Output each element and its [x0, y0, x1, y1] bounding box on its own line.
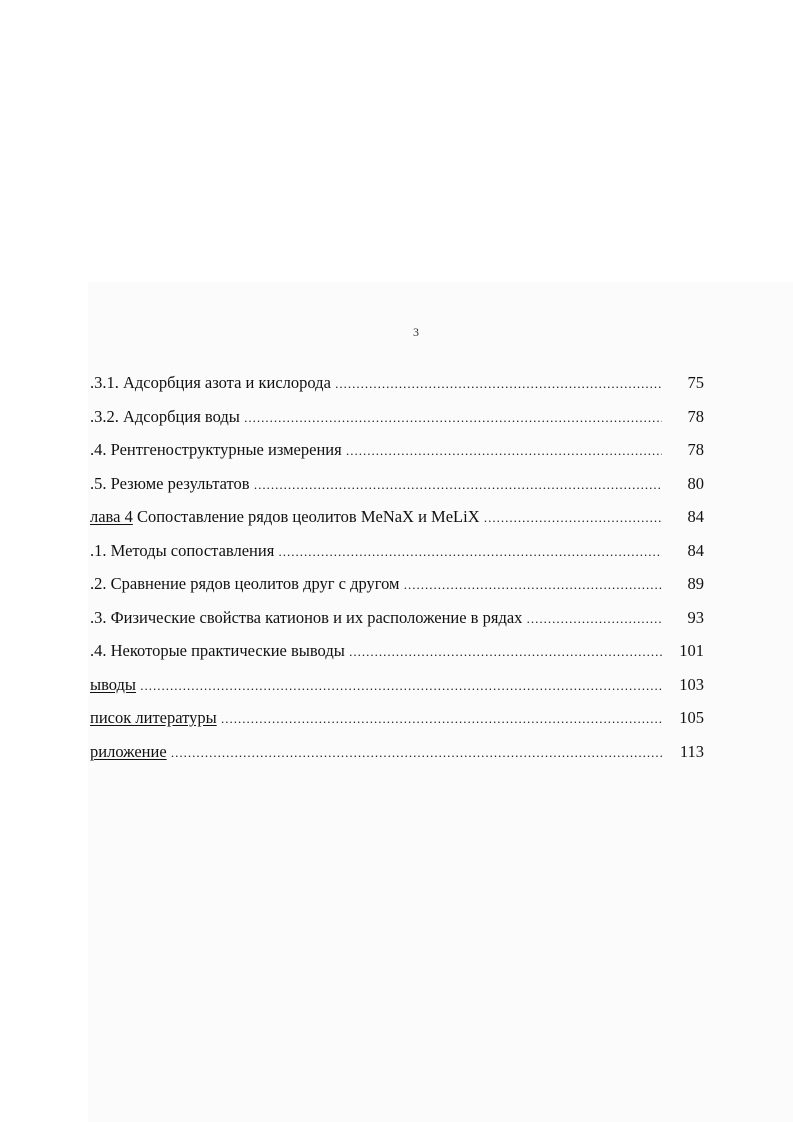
toc-entry: [90, 439, 710, 473]
toc-entry-title: .3.1. Адсорбция азота и кислорода .....: [90, 372, 662, 395]
toc-entry-conclusions: [90, 674, 710, 708]
toc-entry: [90, 406, 710, 440]
toc-entry-title: [90, 707, 662, 730]
toc-entry-page: 78: [687, 406, 704, 426]
page-number: 3: [413, 325, 419, 339]
toc-entry-title: .5. Резюме результатов .....: [90, 473, 662, 496]
bibliography-link[interactable]: писок литературы: [90, 708, 217, 727]
toc-entry: [90, 372, 710, 406]
toc-entry-page: 78: [687, 440, 704, 459]
toc-entry-page: 103: [679, 674, 704, 694]
toc-entry-page: 80: [687, 473, 704, 493]
toc-entry-page: 84: [687, 540, 704, 560]
toc-entry-page: 93: [687, 607, 704, 627]
toc-entry-appendix: [90, 741, 710, 775]
toc-entry-title: .4. Некоторые практические выводы .....: [90, 640, 662, 663]
toc-entry: [90, 573, 710, 607]
toc-entry: [90, 640, 710, 674]
toc-entry-title: .3.2. Адсорбция воды .....: [90, 406, 662, 429]
toc-entry-title: [90, 674, 662, 697]
chapter-link[interactable]: лава 4: [90, 507, 133, 526]
toc-entry-page: 113: [679, 741, 704, 761]
conclusions-link[interactable]: ыводы: [90, 674, 137, 694]
toc-entry-bibliography: [90, 707, 710, 741]
toc-entry-page: 101: [679, 641, 704, 660]
toc-entry-page: 105: [679, 708, 704, 727]
toc-entry-page: 89: [687, 574, 704, 593]
toc-entry: [90, 607, 710, 641]
toc-entry-title: .2. Сравнение рядов цеолитов друг с другом .....: [90, 573, 662, 596]
toc-entry-title: [90, 506, 662, 529]
toc-entry: [90, 473, 710, 507]
toc-entry-page: 75: [687, 373, 704, 392]
table-of-contents: [90, 372, 710, 774]
toc-entry-page: 84: [687, 507, 704, 526]
appendix-link[interactable]: риложение: [90, 741, 167, 761]
toc-entry-chapter-4: [90, 506, 710, 540]
chapter-title: Сопоставление рядов цеолитов MeNaX и MeLiX: [132, 507, 480, 526]
toc-entry: [90, 540, 710, 574]
toc-entry-title: .4. Рентгеноструктурные измерения .....: [90, 439, 662, 462]
toc-entry-title: [90, 741, 662, 764]
toc-entry-title: .3. Физические свойства катионов и их расположение в рядах .....: [90, 607, 662, 630]
toc-entry-title: .1. Методы сопоставления .....: [90, 540, 662, 563]
